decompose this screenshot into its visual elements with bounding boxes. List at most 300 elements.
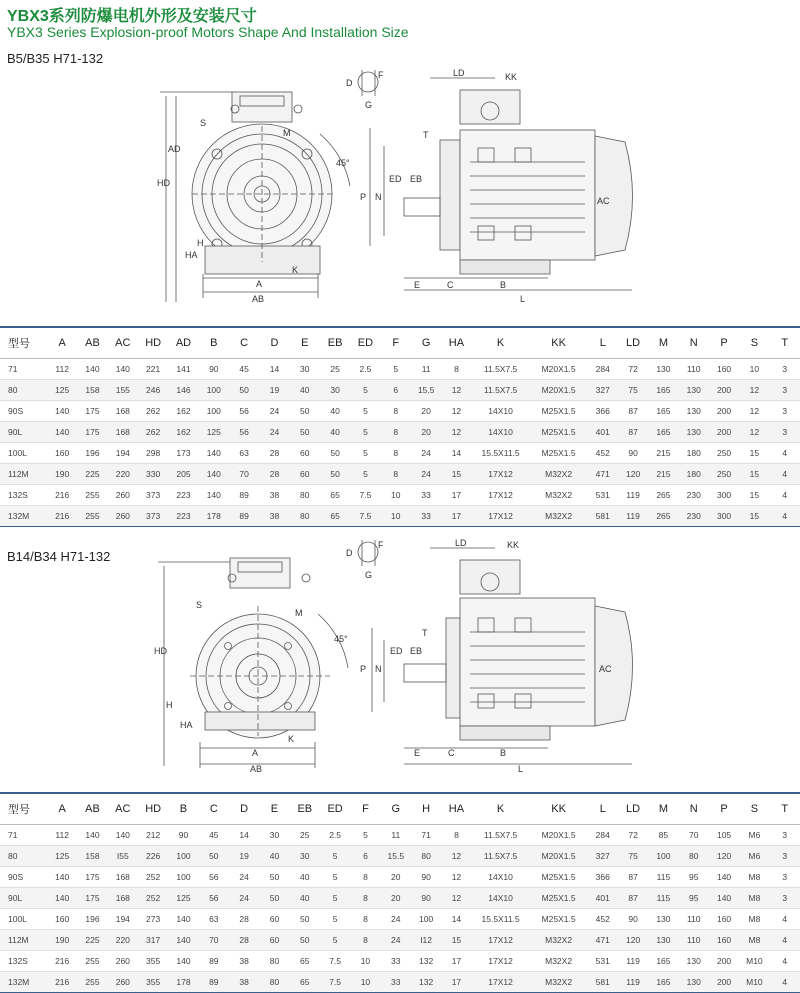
table-cell: M20X1.5 (530, 380, 588, 401)
table-cell: 3 (770, 422, 800, 443)
table-cell: 60 (259, 909, 289, 930)
table-cell: 75 (618, 380, 648, 401)
table-cell: 7.5 (320, 972, 350, 993)
column-header: L (588, 327, 618, 359)
table-cell: 531 (588, 485, 618, 506)
table-cell: 317 (138, 930, 168, 951)
table-cell: 173 (168, 443, 198, 464)
table-cell: 3 (770, 359, 800, 380)
table-cell: 5 (350, 443, 380, 464)
table-cell: 50 (290, 401, 320, 422)
table-cell: 119 (618, 485, 648, 506)
table-cell: M32X2 (530, 485, 588, 506)
table-cell: 60 (290, 464, 320, 485)
table-cell: 200 (709, 972, 739, 993)
table-cell: 100L (0, 443, 47, 464)
column-header: K (472, 327, 530, 359)
table-cell: 175 (77, 867, 107, 888)
dim-ED: ED (390, 646, 403, 656)
column-header: N (679, 793, 709, 825)
table-cell: 17X12 (472, 930, 530, 951)
table-cell: 24 (381, 909, 411, 930)
table-cell: 230 (679, 485, 709, 506)
table-cell: 4 (770, 485, 800, 506)
table-cell: 5 (320, 888, 350, 909)
table-cell: 130 (648, 359, 678, 380)
table-cell: 132M (0, 506, 47, 527)
table-cell: 80 (290, 506, 320, 527)
column-header: ED (320, 793, 350, 825)
table-cell: 355 (138, 951, 168, 972)
dim-L: L (520, 294, 526, 304)
table-cell: M10 (739, 951, 769, 972)
column-header: E (259, 793, 289, 825)
column-header: T (770, 793, 800, 825)
table-cell: 5 (320, 867, 350, 888)
table-cell: 90 (168, 825, 198, 846)
dim-AC: AC (597, 196, 610, 206)
dim-ED: ED (389, 174, 402, 184)
column-header: A (47, 327, 77, 359)
table-cell: 25 (320, 359, 350, 380)
table-cell: 452 (588, 443, 618, 464)
table-cell: 90L (0, 422, 47, 443)
dim-B: B (500, 280, 507, 290)
table-cell: 105 (709, 825, 739, 846)
table-cell: 260 (108, 485, 138, 506)
table-cell: 300 (709, 506, 739, 527)
table-cell: M32X2 (530, 506, 588, 527)
table-cell: 140 (108, 359, 138, 380)
table-cell: 265 (648, 485, 678, 506)
table-cell: 8 (381, 401, 411, 422)
table-cell: 168 (108, 422, 138, 443)
table-cell: 38 (259, 485, 289, 506)
table-row (0, 867, 800, 888)
table-cell: 24 (259, 422, 289, 443)
table-cell: 140 (168, 951, 198, 972)
dim-AB: AB (252, 294, 265, 304)
table-cell: 17 (441, 951, 471, 972)
table-cell: 15 (739, 506, 769, 527)
table-cell: M25X1.5 (530, 401, 588, 422)
table-cell: 215 (648, 443, 678, 464)
dim-N: N (375, 192, 382, 202)
table-cell: 5 (320, 846, 350, 867)
column-header: G (381, 793, 411, 825)
dim-H: H (166, 700, 173, 710)
table-cell: 71 (411, 825, 441, 846)
table-cell: 355 (138, 972, 168, 993)
table-cell: 119 (618, 506, 648, 527)
table-cell: 100L (0, 909, 47, 930)
table-cell: M20X1.5 (530, 359, 588, 380)
table-cell: M25X1.5 (530, 443, 588, 464)
table-cell: 38 (259, 506, 289, 527)
dim-E: E (414, 748, 421, 758)
table-cell: 180 (679, 464, 709, 485)
column-header: K (472, 793, 530, 825)
table-cell: 50 (320, 464, 350, 485)
table-cell: 5 (320, 909, 350, 930)
table-cell: 119 (618, 951, 648, 972)
table-cell: 12 (441, 867, 471, 888)
column-header: AB (77, 327, 107, 359)
table-cell: 56 (229, 401, 259, 422)
section2-drawing (0, 536, 800, 776)
table-cell: 87 (618, 422, 648, 443)
table-cell: 60 (290, 443, 320, 464)
dim-AD: AD (168, 144, 181, 154)
table-cell: M8 (739, 888, 769, 909)
table-cell: 12 (441, 888, 471, 909)
table-cell: 401 (588, 888, 618, 909)
table-cell: 100 (648, 846, 678, 867)
table-cell: 327 (588, 846, 618, 867)
table-cell: 125 (47, 380, 77, 401)
table-cell: 5 (350, 464, 380, 485)
table-cell: 12 (441, 422, 471, 443)
table-cell: 70 (679, 825, 709, 846)
table-cell: 24 (259, 401, 289, 422)
table-cell: 160 (709, 359, 739, 380)
dim-G: G (365, 570, 373, 580)
table-cell: 12 (441, 401, 471, 422)
table-cell: M6 (739, 825, 769, 846)
table-cell: M8 (739, 930, 769, 951)
table-cell: 24 (381, 930, 411, 951)
table-cell: 130 (648, 909, 678, 930)
table-cell: 63 (199, 909, 229, 930)
table-cell: 112 (47, 359, 77, 380)
table-cell: 80 (411, 846, 441, 867)
section1-drawing (0, 66, 800, 316)
table-cell: 14X10 (472, 888, 530, 909)
dim-M: M (283, 128, 291, 138)
table-cell: 8 (381, 422, 411, 443)
table-cell: 132S (0, 951, 47, 972)
table-cell: 90L (0, 888, 47, 909)
table-cell: M25X1.5 (530, 888, 588, 909)
dim-P: P (360, 664, 367, 674)
table-cell: 196 (77, 443, 107, 464)
table-cell: M20X1.5 (530, 825, 588, 846)
table-cell: 3 (770, 867, 800, 888)
table-cell: 200 (709, 951, 739, 972)
table-cell: 15 (739, 443, 769, 464)
column-header: AC (108, 327, 138, 359)
table-cell: 14X10 (472, 422, 530, 443)
dim-LD: LD (453, 68, 465, 78)
table-cell: 255 (77, 485, 107, 506)
table-cell: 90 (618, 443, 648, 464)
table-cell: 15 (441, 464, 471, 485)
table-cell: 110 (679, 359, 709, 380)
spec-table-b14 (0, 792, 800, 993)
table-cell: 80 (679, 846, 709, 867)
table-cell: 80 (290, 485, 320, 506)
table-cell: 89 (199, 972, 229, 993)
table-cell: 162 (168, 401, 198, 422)
column-header: H (411, 793, 441, 825)
table-cell: 50 (259, 888, 289, 909)
table-cell: 33 (411, 485, 441, 506)
dim-B: B (500, 748, 507, 758)
table-cell: M25X1.5 (530, 867, 588, 888)
table-cell: M32X2 (530, 464, 588, 485)
table-cell: 17 (441, 506, 471, 527)
table-cell: 17X12 (472, 464, 530, 485)
table-cell: 38 (229, 972, 259, 993)
table-cell: M20X1.5 (530, 846, 588, 867)
table-row (0, 909, 800, 930)
dim-KK: KK (505, 72, 518, 82)
table-cell: 4 (770, 930, 800, 951)
table-cell: 17X12 (472, 951, 530, 972)
table-cell: 40 (320, 422, 350, 443)
table-cell: 220 (108, 930, 138, 951)
dim-H: H (197, 238, 204, 248)
dim-C: C (447, 280, 454, 290)
table-row (0, 506, 800, 527)
table-cell: 260 (108, 972, 138, 993)
table-cell: 90 (618, 909, 648, 930)
table-cell: 17 (441, 485, 471, 506)
table-row (0, 972, 800, 993)
table-cell: I12 (411, 930, 441, 951)
table-cell: 50 (259, 867, 289, 888)
table-cell: 581 (588, 972, 618, 993)
table-cell: 80 (0, 380, 47, 401)
table-cell: 165 (648, 401, 678, 422)
table-cell: 70 (229, 464, 259, 485)
table-cell: 141 (168, 359, 198, 380)
table-cell: 65 (290, 951, 320, 972)
table-cell: 15.5X11.5 (472, 909, 530, 930)
table-cell: 175 (77, 422, 107, 443)
dim-C: C (448, 748, 455, 758)
table-cell: 11 (411, 359, 441, 380)
column-header: HD (138, 793, 168, 825)
table-cell: 25 (290, 825, 320, 846)
table-cell: 14X10 (472, 867, 530, 888)
table-cell: 132 (411, 972, 441, 993)
dim-M: M (295, 608, 303, 618)
table-cell: 140 (709, 867, 739, 888)
table-cell: 12 (739, 422, 769, 443)
table-cell: 89 (199, 951, 229, 972)
table-cell: 120 (618, 464, 648, 485)
table-cell: 8 (441, 359, 471, 380)
table-cell: 80 (259, 951, 289, 972)
table-cell: M8 (739, 867, 769, 888)
column-header: AB (77, 793, 107, 825)
table-cell: 33 (381, 951, 411, 972)
table-cell: 70 (199, 930, 229, 951)
table-cell: 168 (108, 401, 138, 422)
table-header-row (0, 793, 800, 825)
dim-D: D (346, 548, 353, 558)
table-cell: 160 (47, 443, 77, 464)
column-header: P (709, 327, 739, 359)
table-cell: 200 (709, 422, 739, 443)
table-cell: 30 (259, 825, 289, 846)
table-cell: 146 (168, 380, 198, 401)
table-cell: 50 (290, 909, 320, 930)
table-cell: 14 (229, 825, 259, 846)
table-cell: 28 (229, 909, 259, 930)
table-cell: 115 (648, 888, 678, 909)
table-cell: 140 (77, 359, 107, 380)
column-header: LD (618, 793, 648, 825)
table-cell: 90 (411, 888, 441, 909)
table-cell: 14 (441, 909, 471, 930)
table-cell: 140 (47, 867, 77, 888)
table-cell: 19 (259, 380, 289, 401)
table-cell: 581 (588, 506, 618, 527)
table-cell: M25X1.5 (530, 909, 588, 930)
table-cell: M32X2 (530, 951, 588, 972)
column-header: E (290, 327, 320, 359)
table-cell: 12 (441, 846, 471, 867)
table-cell: 24 (229, 888, 259, 909)
table-cell: 168 (108, 867, 138, 888)
column-header: D (229, 793, 259, 825)
table-cell: 471 (588, 464, 618, 485)
table-cell: 2.5 (320, 825, 350, 846)
table-cell: 85 (648, 825, 678, 846)
table-cell: 45 (229, 359, 259, 380)
table-cell: 56 (229, 422, 259, 443)
table-cell: 2.5 (350, 359, 380, 380)
table-cell: 327 (588, 380, 618, 401)
table-cell: 3 (770, 380, 800, 401)
table-cell: 30 (290, 359, 320, 380)
table-cell: 95 (679, 867, 709, 888)
table-cell: 120 (618, 930, 648, 951)
table-cell: 273 (138, 909, 168, 930)
table-cell: 17X12 (472, 972, 530, 993)
table-cell: 125 (199, 422, 229, 443)
table-cell: 223 (168, 485, 198, 506)
table-cell: 45 (199, 825, 229, 846)
table-cell: 112M (0, 464, 47, 485)
dim-N: N (375, 664, 382, 674)
table-cell: 4 (770, 972, 800, 993)
table-row (0, 401, 800, 422)
column-header: N (679, 327, 709, 359)
table-cell: 11 (381, 825, 411, 846)
table-row (0, 825, 800, 846)
table-cell: 162 (168, 422, 198, 443)
column-header: KK (530, 793, 588, 825)
table-cell: 5 (350, 825, 380, 846)
dim-EB: EB (410, 174, 423, 184)
dim-angle: 45° (334, 634, 348, 644)
table-cell: 140 (709, 888, 739, 909)
table-cell: 10 (381, 485, 411, 506)
table-cell: 10 (739, 359, 769, 380)
table-cell: 30 (290, 846, 320, 867)
table-cell: 8 (350, 888, 380, 909)
table-cell: 90 (411, 867, 441, 888)
table-cell: 3 (770, 888, 800, 909)
table-cell: 250 (709, 443, 739, 464)
table-cell: 250 (709, 464, 739, 485)
table-cell: 87 (618, 401, 648, 422)
table-cell: 262 (138, 401, 168, 422)
table-cell: 216 (47, 951, 77, 972)
table-cell: 4 (770, 951, 800, 972)
table-cell: 3 (770, 401, 800, 422)
table-cell: 115 (648, 867, 678, 888)
dim-L: L (518, 764, 524, 774)
column-header: AD (168, 327, 198, 359)
table-cell: M32X2 (530, 972, 588, 993)
table-cell: 5 (320, 930, 350, 951)
table-cell: 158 (77, 380, 107, 401)
table-cell: 215 (648, 464, 678, 485)
table-cell: 3 (770, 846, 800, 867)
table-cell: 12 (739, 380, 769, 401)
table-cell: 175 (77, 888, 107, 909)
table-cell: 100 (199, 380, 229, 401)
column-header: S (739, 327, 769, 359)
table-cell: 4 (770, 464, 800, 485)
dim-S: S (196, 600, 203, 610)
table-cell: 7.5 (350, 485, 380, 506)
table-cell: 216 (47, 485, 77, 506)
table-row (0, 846, 800, 867)
table-cell: 284 (588, 825, 618, 846)
table-row (0, 888, 800, 909)
table-cell: 112M (0, 930, 47, 951)
table-cell: 401 (588, 422, 618, 443)
table-cell: 90S (0, 867, 47, 888)
table-cell: 33 (411, 506, 441, 527)
table-cell: 220 (108, 464, 138, 485)
table-cell: 194 (108, 443, 138, 464)
table-cell: 7.5 (350, 506, 380, 527)
dim-HD: HD (154, 646, 167, 656)
table-cell: I55 (108, 846, 138, 867)
column-header: C (199, 793, 229, 825)
table-cell: 60 (259, 930, 289, 951)
table-cell: 140 (77, 825, 107, 846)
column-header: EB (290, 793, 320, 825)
table-cell: 216 (47, 506, 77, 527)
table-cell: 140 (47, 422, 77, 443)
table-cell: 11.5X7.5 (472, 380, 530, 401)
table-cell: 15.5X11.5 (472, 443, 530, 464)
table-row (0, 359, 800, 380)
table-row (0, 422, 800, 443)
dim-F: F (378, 70, 384, 80)
column-header: HD (138, 327, 168, 359)
table-cell: 11.5X7.5 (472, 359, 530, 380)
table-cell: 252 (138, 888, 168, 909)
table-cell: 140 (168, 909, 198, 930)
table-cell: 30 (320, 380, 350, 401)
table-cell: 50 (290, 422, 320, 443)
table-cell: 40 (259, 846, 289, 867)
table-cell: 65 (290, 972, 320, 993)
column-header: A (47, 793, 77, 825)
table-cell: 15 (739, 485, 769, 506)
table-cell: 262 (138, 422, 168, 443)
table-cell: 200 (709, 401, 739, 422)
table-cell: 452 (588, 909, 618, 930)
